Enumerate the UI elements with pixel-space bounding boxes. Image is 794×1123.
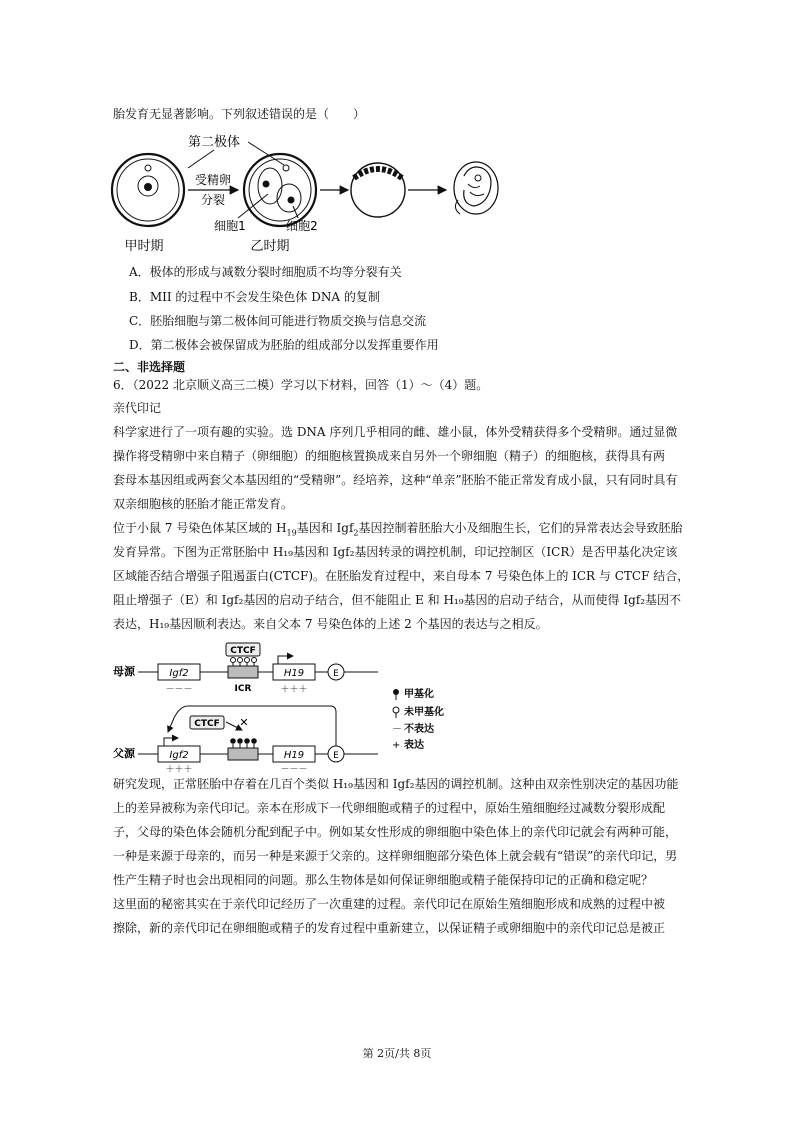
- page-number: 第 2页/共 8页: [362, 1047, 432, 1060]
- para1-line4: 双亲细胞核的胚胎才能正常发育。: [113, 497, 294, 511]
- option-b: B．MII 的过程中不会发生染色体 DNA 的复制: [129, 290, 380, 304]
- label-stage-yi: 乙时期: [250, 239, 290, 254]
- label-polar-body: 第二极体: [187, 135, 241, 150]
- zygote-stage-yi: [244, 154, 316, 226]
- icr-paternal: [228, 748, 258, 760]
- svg-text:H19: H19: [283, 668, 305, 679]
- svg-text:甲基化: 甲基化: [404, 689, 434, 700]
- para3-line4: 一种是来源于母亲的，而另一种是来源于父亲的。这样卵细胞部分染色体上就会载有“错误”的亲代印记，男: [113, 849, 678, 863]
- svg-text:－: －: [392, 724, 402, 735]
- label-fertilize-2: 分裂: [200, 193, 226, 207]
- para1-line1: 科学家进行了一项有趣的实验。选 DNA 序列几乎相同的雌、雄小鼠，体外受精获得多个受精卵。通过显微: [113, 425, 678, 439]
- svg-text:不表达: 不表达: [404, 724, 434, 735]
- label-cell2: 细胞2: [286, 219, 318, 233]
- para3-line1: 研究发现，正常胚胎中存着在几百个类似 H₁₉基因和 Igf₂基因的调控机制。这种由双亲性别决定的基因功能: [113, 777, 679, 791]
- section-title: 二、非选择题: [113, 360, 186, 374]
- egg-stage-jia: [112, 154, 184, 226]
- gene-regulation-figure: [108, 640, 458, 775]
- svg-text:未甲基化: 未甲基化: [404, 707, 444, 718]
- para3-line3: 子，父母的染色体会随机分配到配子中。例如某女性形成的卵细胞中染色体上的亲代印记就会有两种可能，: [113, 825, 678, 839]
- option-a: A．极体的形成与减数分裂时细胞质不均等分裂有关: [129, 265, 402, 279]
- para3-line5: 性产生精子时也会出现相同的问题。那么生物体是如何保证卵细胞或精子能保持印记的正确和稳定呢？: [113, 873, 654, 887]
- legend: [392, 687, 444, 751]
- label-stage-jia: 甲时期: [124, 239, 164, 254]
- icr-maternal: [228, 666, 258, 678]
- svg-text:表达: 表达: [404, 740, 424, 751]
- svg-text:ICR: ICR: [234, 684, 252, 694]
- option-c: C．胚胎细胞与第二极体间可能进行物质交换与信息交流: [129, 314, 427, 328]
- article-title: 亲代印记: [113, 401, 162, 415]
- svg-text:CTCF: CTCF: [194, 719, 220, 729]
- unmethylated-sites: [231, 658, 257, 667]
- svg-text:Igf2: Igf2: [169, 750, 189, 761]
- para1-line2: 操作将受精卵中来自精子（卵细胞）的细胞核置换成来自另外一个卵细胞（精子）的细胞核，获得具有两: [113, 449, 666, 463]
- svg-text:Igf2: Igf2: [169, 668, 189, 679]
- methylated-sites: [230, 738, 257, 748]
- para2-line2: 发育异常。下图为正常胚胎中 H₁₉基因和 Igf₂基因转录的调控机制，印记控制区（ICR）是否甲基化决定该: [113, 545, 678, 559]
- embryo: [454, 162, 498, 214]
- label-paternal: 父源: [113, 747, 135, 760]
- embryo-development-figure: [108, 128, 508, 258]
- para2-line5: 表达，H₁₉基因顺利表达。来自父本 7 号染色体的上述 2 个基因的表达与之相反。: [113, 617, 548, 631]
- svg-text:CTCF: CTCF: [230, 646, 256, 656]
- para3-line6: 这里面的秘密其实在于亲代印记经历了一次重建的过程。亲代印记在原始生殖细胞形成和成熟的过程中被: [113, 897, 666, 911]
- svg-text:H19: H19: [283, 750, 305, 761]
- svg-text:＋＋＋: ＋＋＋: [165, 765, 193, 775]
- para2-line1: 位于小鼠 7 号染色体某区域的 $H_{19}$基因和 Igf$_2$基因控制着胚胎大小及细胞生长，它们的异常表达会导致胚胎: [113, 521, 683, 538]
- para1-line3: 套母本基因组或两套父本基因组的“受精卵”。经培养，这种“单亲”胚胎不能正常发育成小鼠，只有同时具有: [113, 473, 678, 487]
- svg-text:＋＋＋: ＋＋＋: [280, 685, 308, 695]
- question-header: 6．（2022 北京顺义高三二模）学习以下材料，回答（1）～（4）题。: [113, 378, 489, 392]
- option-d: D．第二极体会被保留成为胚胎的组成部分以发挥重要作用: [129, 338, 439, 352]
- para2-line3: 区域能否结合增强子阻遏蛋白(CTCF)。在胚胎发育过程中，来自母本 7 号染色体上的 ICR 与 CTCF 结合，: [113, 569, 690, 583]
- label-cell1: 细胞1: [214, 219, 246, 233]
- svg-text:E: E: [333, 669, 339, 679]
- para3-line7: 擦除，新的亲代印记在卵细胞或精子的发育过程中重新建立，以保证精子或卵细胞中的亲代印记总是被正: [113, 921, 666, 935]
- blastocyst: [351, 163, 405, 217]
- svg-text:－－－: －－－: [165, 685, 193, 695]
- para3-line2: 上的差异被称为亲代印记。亲本在形成下一代卵细胞或精子的过程中，原始生殖细胞经过减数分裂形成配: [113, 801, 666, 815]
- label-fertilize-1: 受精卵: [194, 173, 232, 187]
- cross-mark: ✕: [239, 716, 249, 729]
- intro-line: 胎发育无显著影响。下列叙述错误的是（ ）: [113, 107, 366, 121]
- label-maternal: 母源: [113, 665, 135, 678]
- para2-line4: 阻止增强子（E）和 Igf₂基因的启动子结合，但不能阻止 E 和 H₁₉基因的启动子结合，从而使得 Igf₂基因不: [113, 593, 682, 607]
- svg-text:+: +: [392, 740, 401, 751]
- svg-text:E: E: [333, 751, 339, 761]
- svg-text:－－－: －－－: [280, 765, 308, 775]
